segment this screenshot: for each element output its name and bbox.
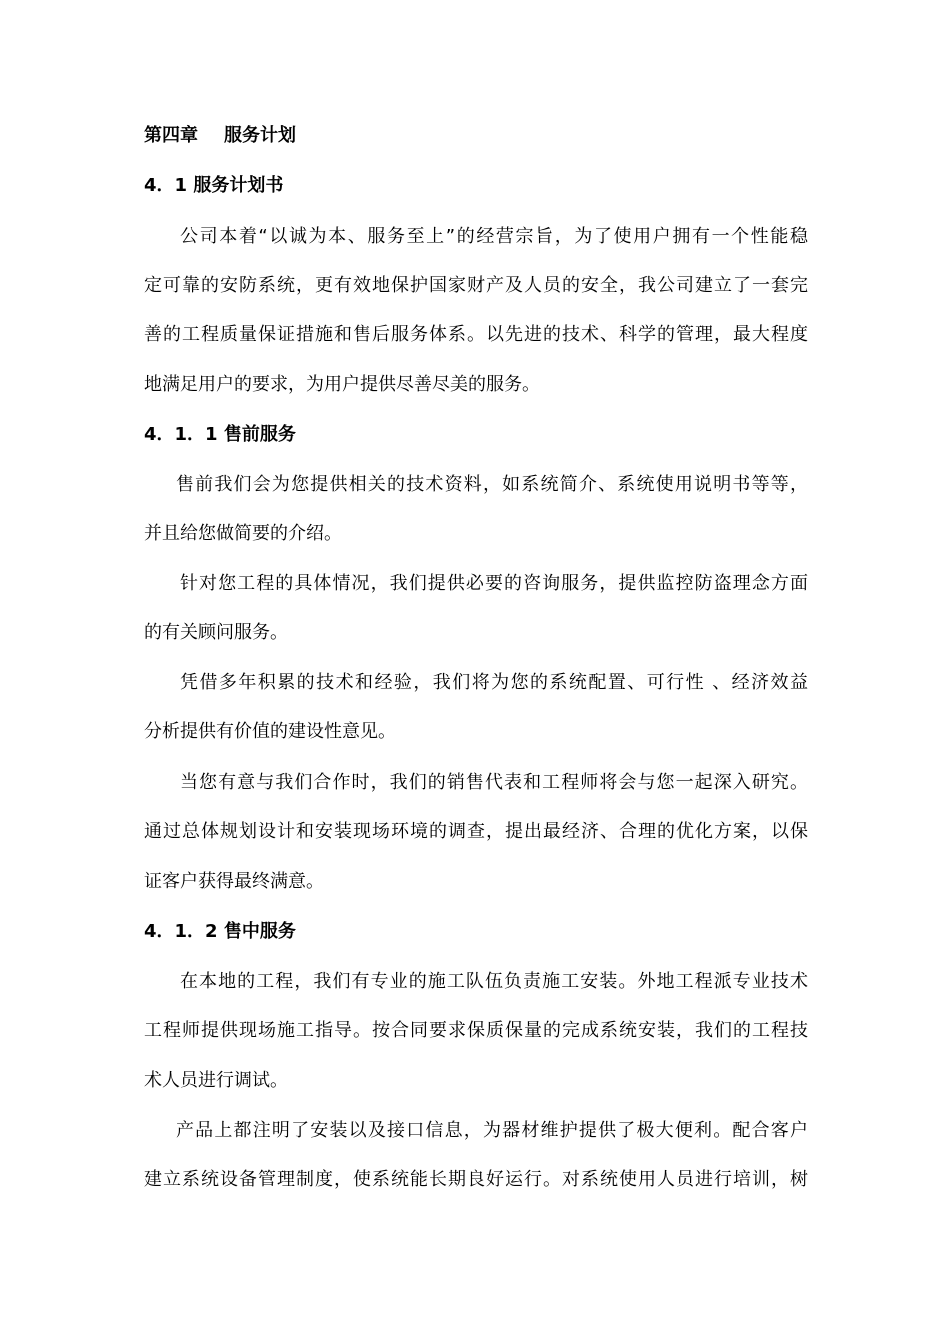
- section-heading-4-1-1: 4．1．1 售前服务: [144, 424, 296, 445]
- section-heading-4-1-2: 4．1．2 售中服务: [144, 921, 296, 942]
- paragraph-line: 建立系统设备管理制度，使系统能长期良好运行。对系统使用人员进行培训，树: [144, 1169, 808, 1190]
- paragraph-line: 公司本着“以诚为本、服务至上”的经营宗旨，为了使用户拥有一个性能稳: [180, 226, 808, 247]
- paragraph-line: 善的工程质量保证措施和售后服务体系。以先进的技术、科学的管理，最大程度: [144, 324, 808, 345]
- paragraph-line: 通过总体规划设计和安装现场环境的调查，提出最经济、合理的优化方案，以保: [144, 821, 808, 842]
- paragraph-line: 的有关顾问服务。: [144, 622, 288, 643]
- paragraph-line: 并且给您做简要的介绍。: [144, 523, 342, 544]
- chapter-title: 服务计划: [224, 125, 296, 146]
- paragraph-line: 在本地的工程，我们有专业的施工队伍负责施工安装。外地工程派专业技术: [180, 971, 808, 992]
- paragraph-line: 定可靠的安防系统，更有效地保护国家财产及人员的安全，我公司建立了一套完: [144, 275, 808, 296]
- paragraph-line: 当您有意与我们合作时，我们的销售代表和工程师将会与您一起深入研究。: [180, 772, 808, 793]
- paragraph-line: 地满足用户的要求，为用户提供尽善尽美的服务。: [144, 374, 540, 395]
- section-heading-4-1: 4．1 服务计划书: [144, 175, 284, 196]
- paragraph-line: 售前我们会为您提供相关的技术资料，如系统简介、系统使用说明书等等，: [176, 474, 808, 495]
- paragraph-line: 术人员进行调试。: [144, 1070, 288, 1091]
- paragraph-line: 证客户获得最终满意。: [144, 871, 324, 892]
- paragraph-line: 分析提供有价值的建设性意见。: [144, 721, 396, 742]
- paragraph-line: 凭借多年积累的技术和经验，我们将为您的系统配置、可行性 、经济效益: [180, 672, 808, 693]
- chapter-number: 第四章: [144, 125, 198, 146]
- paragraph-line: 工程师提供现场施工指导。按合同要求保质保量的完成系统安装，我们的工程技: [144, 1020, 808, 1041]
- paragraph-line: 产品上都注明了安装以及接口信息，为器材维护提供了极大便利。配合客户: [176, 1120, 808, 1141]
- paragraph-line: 针对您工程的具体情况，我们提供必要的咨询服务，提供监控防盗理念方面: [180, 573, 808, 594]
- chapter-heading: [144, 123, 808, 149]
